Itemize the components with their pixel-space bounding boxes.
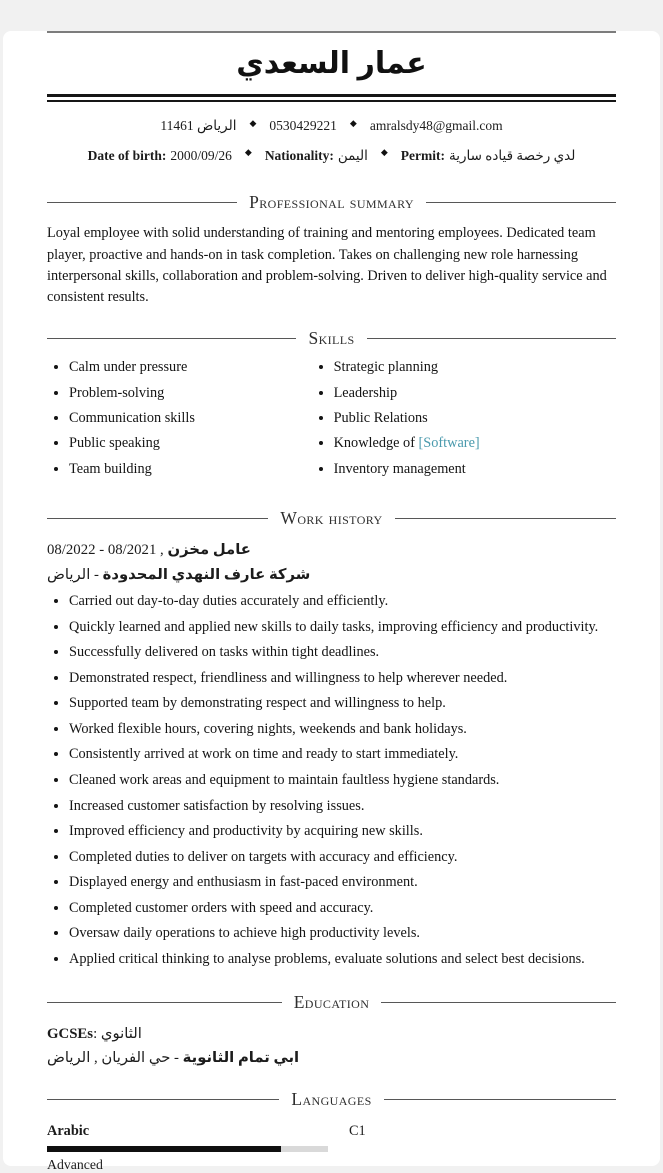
section-header-summary [47, 193, 616, 212]
language-progress-fill [47, 1146, 281, 1152]
duty-item: • Successfully delivered on tasks within tight deadlines. [69, 644, 616, 661]
school-location: - حي الفريان , الرياض [47, 1050, 183, 1067]
skills-list-right [312, 359, 616, 486]
education-degree-line [47, 1025, 616, 1043]
date-of-birth: Date of birth: 2000/09/26 [87, 147, 232, 163]
duty-item: • Worked flexible hours, covering nights, weekends and bank holidays. [69, 721, 616, 738]
section-rule [47, 1099, 279, 1100]
language-row [47, 1123, 616, 1141]
job-title: عامل مخزن [167, 542, 251, 559]
skill-item: • Calm under pressure [69, 359, 312, 376]
section-title-work-history: Work history [280, 507, 383, 528]
duty-item: • Consistently arrived at work on time and ready to start immediately. [69, 746, 616, 763]
company-location: - الرياض [47, 567, 103, 584]
section-rule [47, 1002, 282, 1003]
section-rule [47, 202, 237, 203]
skill-item: • Strategic planning [334, 359, 616, 376]
job-title-line [47, 541, 616, 559]
section-header-work-history [47, 509, 616, 528]
skills-list-left [47, 359, 312, 486]
section-rule [47, 338, 296, 339]
skill-item: • Communication skills [69, 410, 312, 427]
duty-item: • Displayed energy and enthusiasm in fast-paced environment. [69, 874, 616, 891]
diamond-separator-icon: ◆ [349, 118, 357, 129]
degree-label: GCSEs [47, 1026, 94, 1043]
software-placeholder-link[interactable]: [Software] [418, 435, 480, 452]
name-underline-double-rule [47, 94, 616, 102]
contact-row [47, 117, 616, 135]
permit: Permit: لدي رخصة قياده سارية [400, 147, 576, 163]
duty-item: • Completed duties to deliver on targets with accuracy and efficiency. [69, 849, 616, 866]
skill-item: • Public speaking [69, 435, 312, 452]
section-header-skills [47, 329, 616, 348]
duty-item: • Demonstrated respect, friendliness and willingness to help wherever needed. [69, 670, 616, 687]
section-title-skills: Skills [308, 327, 355, 348]
resume-page [3, 31, 660, 1172]
section-rule [367, 338, 616, 339]
section-title-languages: Languages [291, 1089, 372, 1110]
candidate-name: عمار السعدي [236, 47, 427, 80]
diamond-separator-icon: ◆ [249, 118, 257, 129]
duty-item: • Improved efficiency and productivity by acquiring new skills. [69, 823, 616, 840]
contact-phone: 0530429221 [269, 118, 337, 133]
summary-paragraph: Loyal employee with solid understanding of training and mentoring employees. Dedicated team player, proactive and hands-on in task completion. Takes on challenging new role harnessing interpersonal skills, collaboration and problem-solving. Driven to deliver high-quality service and consistent results. [47, 225, 607, 305]
duty-item: • Applied critical thinking to analyse problems, evaluate solutions and select best decisions. [69, 951, 616, 968]
duty-item: • Oversaw daily operations to achieve high productivity levels. [69, 925, 616, 942]
duty-item: • Carried out day-to-day duties accurately and efficiently. [69, 593, 616, 610]
school-name: ابي تمام الثانوية [182, 1050, 300, 1067]
skills-columns [47, 350, 616, 486]
section-header-languages [47, 1090, 616, 1109]
duty-item: • Quickly learned and applied new skills to daily tasks, improving efficiency and productivity. [69, 619, 616, 636]
contact-address: الرياض 11461 [160, 118, 237, 133]
section-rule [381, 1002, 616, 1003]
language-descriptor: Advanced [47, 1156, 103, 1172]
duty-item: • Supported team by demonstrating respect and willingness to help. [69, 695, 616, 712]
section-rule [47, 518, 268, 519]
section-title-summary: Professional summary [249, 192, 414, 213]
section-rule [395, 518, 616, 519]
personal-details-row [47, 147, 616, 165]
section-header-education [47, 993, 616, 1012]
diamond-separator-icon: ◆ [380, 148, 388, 159]
language-name: Arabic [47, 1122, 90, 1139]
skill-item: • Team building [69, 461, 312, 478]
language-progress-bar [47, 1146, 328, 1152]
degree-value: : الثانوي [93, 1026, 142, 1043]
job-dates: , 08/2021 - 08/2022 [47, 542, 168, 559]
duty-item: • Increased customer satisfaction by resolving issues. [69, 798, 616, 815]
work-duties-list [47, 593, 616, 968]
duty-item: • Cleaned work areas and equipment to maintain faultless hygiene standards. [69, 772, 616, 789]
section-rule [384, 1099, 616, 1100]
skill-item: • Public Relations [334, 410, 616, 427]
duty-item: • Completed customer orders with speed and accuracy. [69, 900, 616, 917]
nationality: Nationality: اليمن [264, 147, 368, 163]
skill-item: • Knowledge of [Software] [334, 435, 616, 452]
section-rule [426, 202, 616, 203]
company-line [47, 566, 616, 584]
education-school-line [47, 1049, 616, 1067]
contact-email: amralsdy48@gmail.com [369, 118, 503, 133]
company-name: شركة عارف النهدي المحدودة [102, 567, 311, 584]
language-level: C1 [349, 1122, 366, 1139]
skill-item: • Problem-solving [69, 385, 312, 402]
diamond-separator-icon: ◆ [244, 148, 252, 159]
section-title-education: Education [293, 992, 370, 1012]
top-rule [47, 31, 616, 33]
skill-item: • Inventory management [334, 461, 616, 478]
skill-item: • Leadership [334, 385, 616, 402]
